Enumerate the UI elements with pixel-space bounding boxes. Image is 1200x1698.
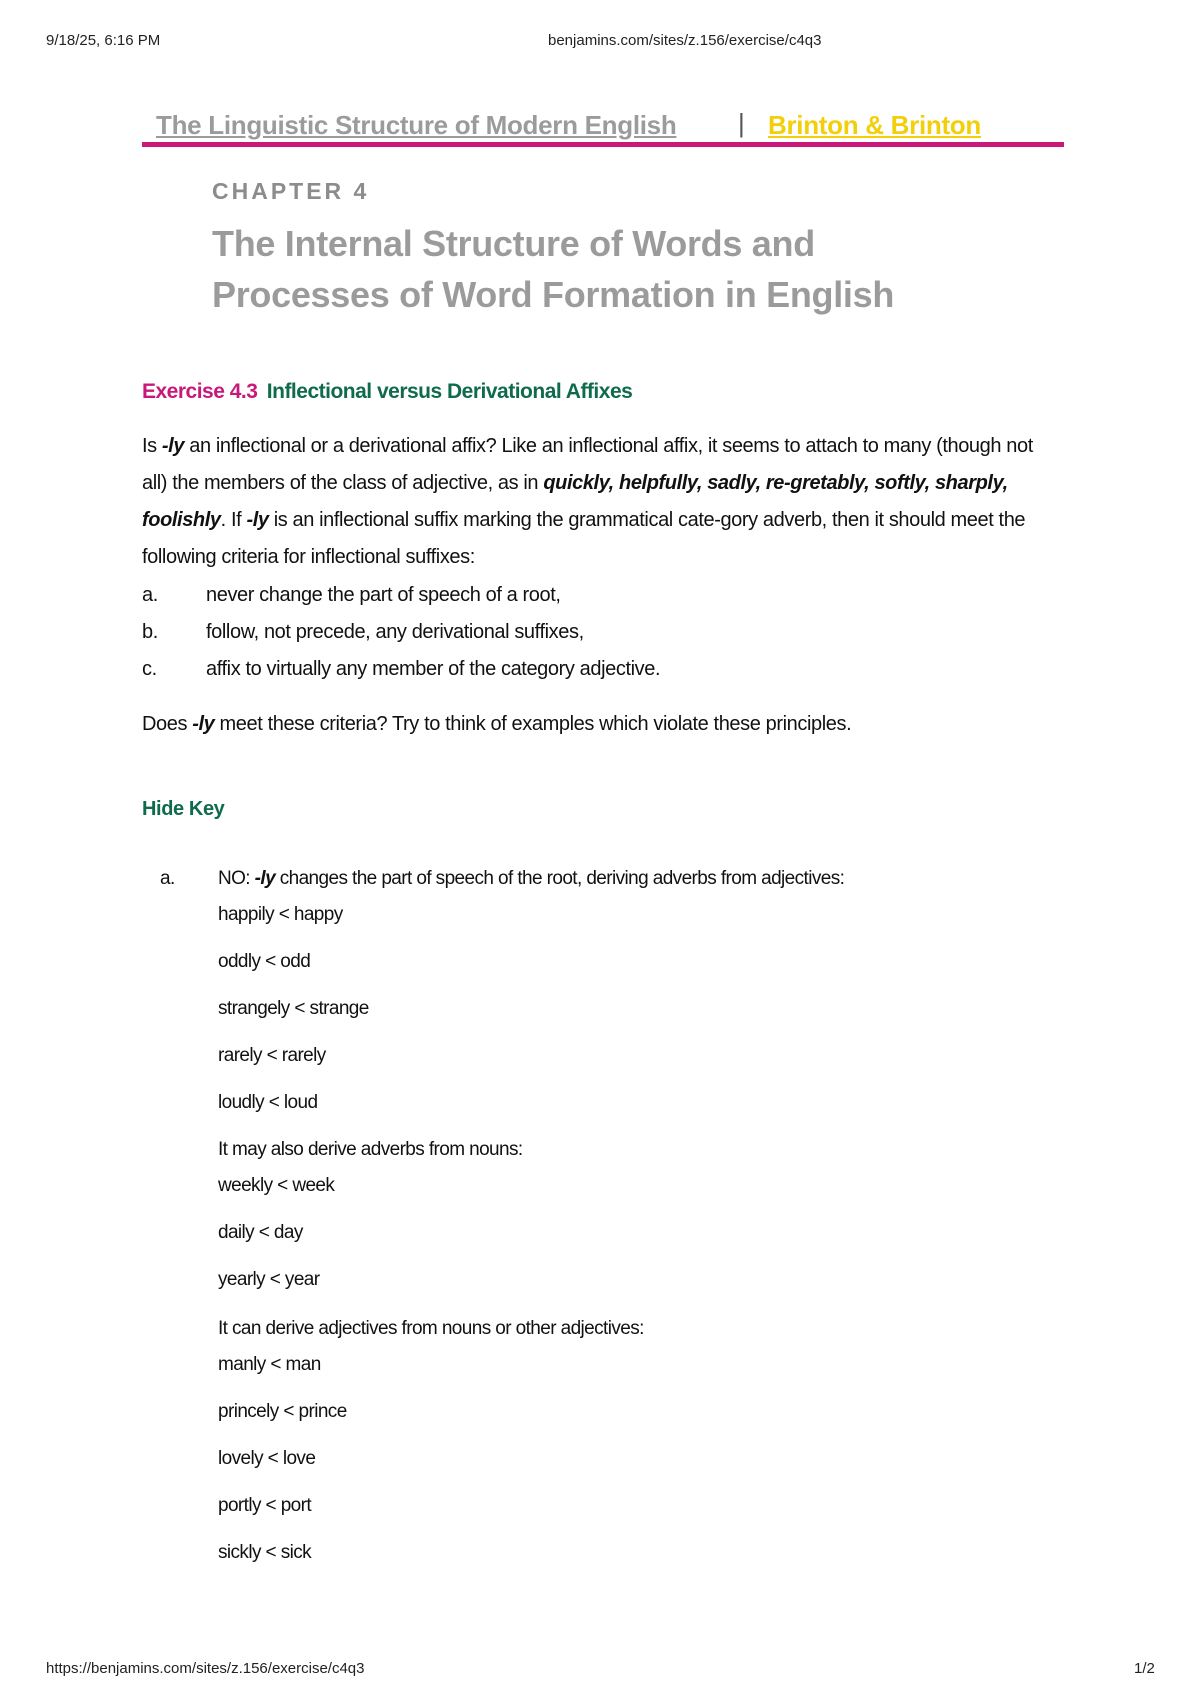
key-example: happily < happy xyxy=(218,904,343,925)
p2-text: Does xyxy=(142,713,193,735)
footer-url: https://benjamins.com/sites/z.156/exercise/c4q3 xyxy=(46,1660,365,1677)
print-datetime: 9/18/25, 6:16 PM xyxy=(46,32,161,49)
p1-suffix: -ly xyxy=(246,509,269,531)
key-example: princely < prince xyxy=(218,1401,347,1422)
exercise-title: Inflectional versus Derivational Affixes xyxy=(266,380,633,403)
key-example: lovely < love xyxy=(218,1448,316,1469)
key-nouns-intro: It may also derive adverbs from nouns: xyxy=(218,1139,523,1160)
key-example: yearly < year xyxy=(218,1269,320,1290)
exercise-number: Exercise 4.3 xyxy=(142,380,258,403)
hide-key-toggle[interactable]: Hide Key xyxy=(142,798,225,820)
criteria-text: never change the part of speech of a root, xyxy=(206,584,561,606)
key-example: portly < port xyxy=(218,1495,312,1516)
p1-text: is an inflectional suffix marking the grammatical cate-gory adverb, then it should meet the following criteria for inflectional suffixes: xyxy=(142,509,1026,568)
criteria-item-b xyxy=(142,621,1042,651)
key-intro-text: changes the part of speech of the root, deriving adverbs from adjectives: xyxy=(275,868,845,889)
chapter-title-line-1: The Internal Structure of Words and xyxy=(212,223,815,264)
chapter-title xyxy=(212,218,1072,320)
key-example: daily < day xyxy=(218,1222,303,1243)
key-intro-suffix: -ly xyxy=(254,868,276,889)
key-example: oddly < odd xyxy=(218,951,311,972)
key-example: rarely < rarely xyxy=(218,1045,326,1066)
criteria-text: follow, not precede, any derivational suffixes, xyxy=(206,621,584,643)
key-intro xyxy=(218,868,844,890)
key-example: sickly < sick xyxy=(218,1542,312,1563)
exercise-question xyxy=(142,706,1054,743)
p2-suffix: -ly xyxy=(192,713,215,735)
criteria-item-c xyxy=(142,658,1042,688)
key-example: manly < man xyxy=(218,1354,321,1375)
footer-page-number: 1/2 xyxy=(1134,1660,1155,1677)
chapter-title-line-2: Processes of Word Formation in English xyxy=(212,274,895,315)
header-separator: | xyxy=(738,108,745,138)
p1-text: . If xyxy=(220,509,247,531)
book-header xyxy=(142,108,1064,147)
key-example: strangely < strange xyxy=(218,998,369,1019)
criteria-text: affix to virtually any member of the category adjective. xyxy=(206,658,661,680)
key-example: loudly < loud xyxy=(218,1092,318,1113)
criteria-label: b. xyxy=(142,621,158,643)
exercise-heading xyxy=(142,380,632,404)
p1-text: Is xyxy=(142,435,162,457)
key-intro-text: NO: xyxy=(218,868,255,889)
book-title-link[interactable]: The Linguistic Structure of Modern English xyxy=(156,110,677,140)
key-example: weekly < week xyxy=(218,1175,335,1196)
chapter-label: CHAPTER 4 xyxy=(212,178,370,204)
key-adjectives-intro: It can derive adjectives from nouns or other adjectives: xyxy=(218,1318,644,1339)
p1-text: an inflectional or a derivational affix? Like an inflectional affix, it seems to attach to many (though not all) the members of the class of adjective, as in xyxy=(142,435,1033,494)
exercise-paragraph xyxy=(142,428,1054,576)
p1-suffix: -ly xyxy=(161,435,185,457)
p2-text: meet these criteria? Try to think of examples which violate these principles. xyxy=(214,713,852,735)
book-authors-link[interactable]: Brinton & Brinton xyxy=(768,110,981,140)
p1-examples: quickly, helpfully, sadly, re-gretably, softly, sharply, foolishly xyxy=(142,472,1008,531)
print-url: benjamins.com/sites/z.156/exercise/c4q3 xyxy=(548,32,822,49)
criteria-label: c. xyxy=(142,658,157,680)
key-item-label: a. xyxy=(160,868,175,889)
criteria-item-a xyxy=(142,584,1042,614)
criteria-label: a. xyxy=(142,584,158,606)
